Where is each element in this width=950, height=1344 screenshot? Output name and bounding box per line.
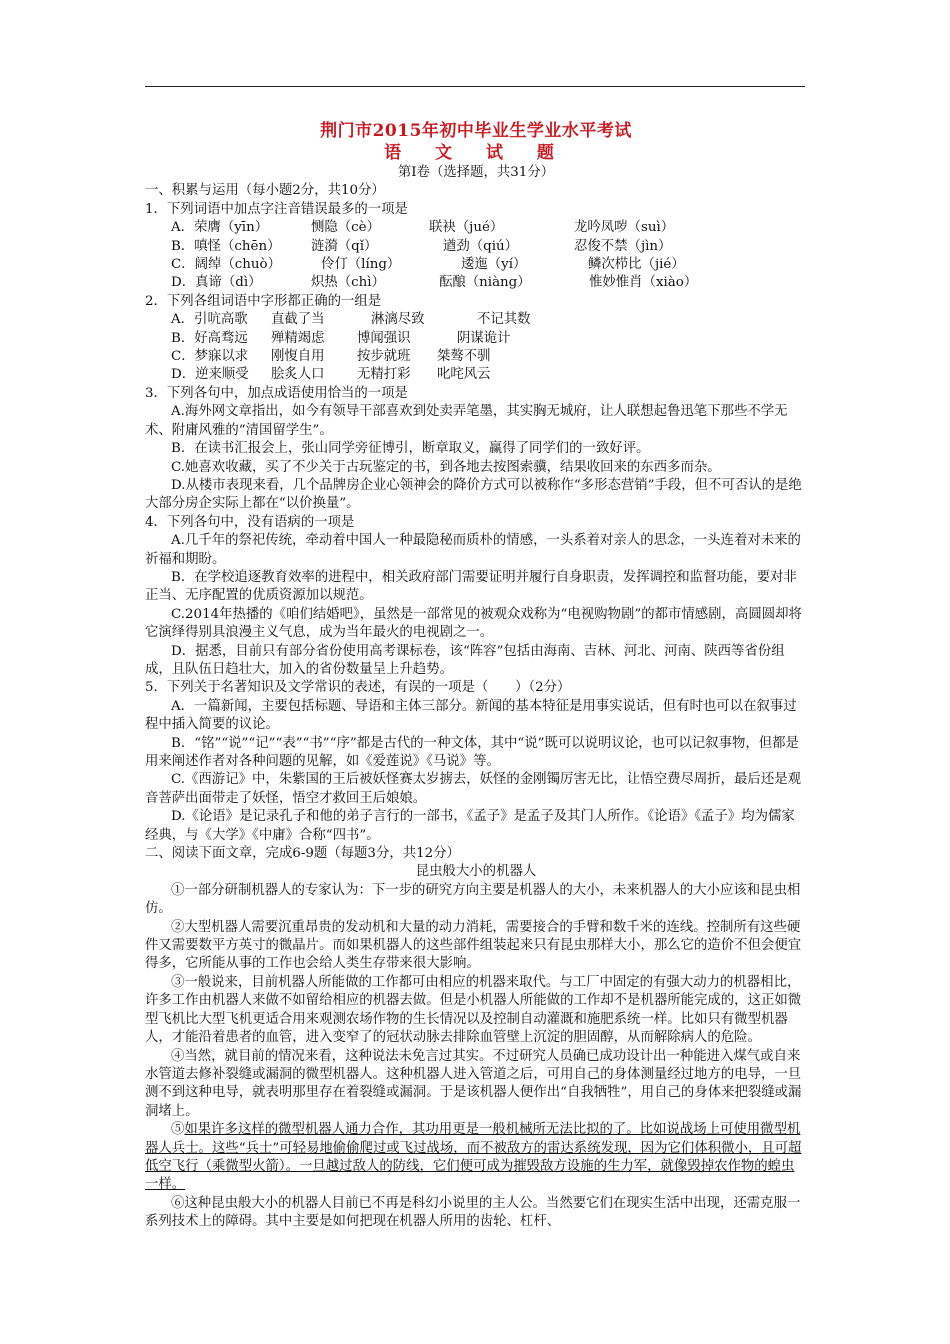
q2-option-a — [145, 311, 807, 329]
q2-stem: 2．下列各组词语中字形都正确的一组是 — [145, 293, 382, 309]
option-word: 酝酿（niàng） — [439, 275, 531, 291]
article-paragraph-5 — [145, 1121, 807, 1195]
q5-option-b: B．“铭”“说”“记”“表”“书”“序”都是古代的一种文体，其中“说”既可以说明议论，也可以记叙事物，但都是用来阐述作者对各种问题的见解，如《爱莲说》《马说》等。 — [145, 735, 799, 769]
option-word: 直截了当 — [271, 312, 325, 328]
option-word: B．好高骛远 — [171, 330, 248, 346]
option-word: 遒劲（qiú） — [443, 238, 519, 254]
q2-option-c — [145, 348, 807, 366]
article-paragraph-6: ⑥这种昆虫般大小的机器人目前已不再是科幻小说里的主人公。当然要它们在现实生活中出现，还需克服一系列技术上的障碍。其中主要是如何把现在机器人所用的齿轮、杠杆、 — [145, 1195, 801, 1230]
q3-option-d: D.从楼市表现来看，几个品牌房企业心领神会的降价方式可以被称作“多形态营销”手段，但不可否认的是绝大部分房企实际上都在“以价换量”。 — [145, 477, 802, 512]
q4-stem: 4．下列各句中，没有语病的一项是 — [145, 514, 355, 530]
q4-option-b: B．在学校追逐教育效率的进程中，相关政府部门需要证明并履行自身职责，发挥调控和监督功能，要对非正当、无序配置的优质资源加以规范。 — [145, 569, 797, 604]
option-word: 涟漪（qǐ） — [311, 238, 378, 254]
option-word: C．阔绰（chuò） — [171, 257, 282, 273]
q5-option-a: A．一篇新闻，主要包括标题、导语和主体三部分。新闻的基本特征是用事实说话，但有时也可以在叙事过程中插入简要的议论。 — [145, 698, 797, 733]
article-paragraph-1: ①一部分研制机器人的专家认为：下一步的研究方向主要是机器人的大小，未来机器人的大小应该和昆虫相仿。 — [145, 882, 801, 917]
q1-option-c — [145, 256, 807, 274]
q2-option-b — [145, 330, 807, 348]
option-word: 殚精竭虑 — [271, 330, 325, 346]
exam-title: 荆门市2015年初中毕业生学业水平考试 — [320, 121, 632, 141]
option-word: 按步就班 — [357, 349, 411, 365]
option-word: C．梦寐以求 — [171, 349, 249, 365]
q2-option-d — [145, 366, 807, 384]
q1-stem: 1．下列词语中加点字注音错误最多的一项是 — [145, 201, 408, 217]
option-word: 炽热（chì） — [311, 275, 385, 291]
article-paragraph-2: ②大型机器人需要沉重昂贵的发动机和大量的动力消耗，需要接合的手臂和数千米的连线。控制所有这些硬件又需要数平方英寸的微晶片。而如果机器人的这些部件组装起来只有昆虫那样大小，那么它的造价不但会便宜得多，它所能从事的工作也会给人类生存带来很大影响。 — [145, 919, 802, 972]
q4-option-d: D．据悉，目前只有部分省份使用高考课标卷，该“阵容”包括由海南、吉林、河北、河南、陕西等省份组成，且队伍日趋壮大，加入的省份数量呈上升趋势。 — [145, 643, 785, 677]
q5-stem: 5．下列关于名著知识及文学常识的表述，有误的一项是（ ）（2分） — [145, 680, 571, 696]
option-word: 博闻强识 — [357, 330, 411, 346]
q3-option-c: C.她喜欢收藏，买了不少关于古玩鉴定的书，到各地去按图索骥，结果收回来的东西多而杂。 — [171, 459, 721, 475]
top-rule — [145, 86, 805, 87]
option-word: A．引吭高歌 — [171, 312, 248, 328]
option-word: A．荣膺（yīn） — [171, 220, 269, 236]
exam-subtitle: 语 文 试 题 — [384, 143, 568, 163]
section2-heading: 二、阅读下面文章，完成6-9题（每题3分，共12分） — [145, 846, 460, 862]
option-word: 叱咤风云 — [437, 367, 491, 383]
article-paragraph-3: ③一般说来，目前机器人所能做的工作都可由相应的机器来取代。与工厂中固定的有强大动力的机器相比，许多工作由机器人来做不如留给相应的机器去做。但是小机器人所能做的工作却不是机器所能完成的，这正如微型飞机比大型飞机更适合用来观测农场作物的生长情况以及控制自动灌溉和施肥系统一样。比如只有微型机器人，才能沿着患者的血管，进入变窄了的冠状动脉去排除血管壁上沉淀的胆固醇，从而解除病人的危险。 — [145, 974, 802, 1046]
option-word: 不记其数 — [477, 312, 531, 328]
option-word: 联袂（jué） — [429, 220, 504, 236]
q4-option-c: C.2014年热播的《咱们结婚吧》，虽然是一部常见的被观众戏称为“电视购物剧”的都市情感剧，高圆圆却将它演绎得别具浪漫主义气息，成为当年最火的电视剧之一。 — [145, 606, 802, 641]
option-word: 忍俊不禁（jìn） — [574, 238, 672, 254]
q1-option-b — [145, 238, 807, 256]
q3-option-a: A.海外网文章指出，如今有领导干部喜欢到处卖弄笔墨，其实胸无城府，让人联想起鲁迅笔下那些不学无术、附庸风雅的“清国留学生”。 — [145, 404, 788, 438]
q3-option-b: B．在读书汇报会上，张山同学旁征博引，断章取义，赢得了同学们的一致好评。 — [171, 441, 650, 457]
option-word: 阴谋诡计 — [457, 330, 511, 346]
option-word: 逶迤（yí） — [461, 257, 527, 273]
option-word: 刚愎自用 — [271, 349, 325, 365]
option-word: 淋漓尽致 — [371, 312, 425, 328]
option-word: 桀骜不驯 — [437, 349, 491, 365]
option-word: D．真谛（dì） — [171, 275, 262, 291]
option-word: 伶仃（líng） — [321, 257, 401, 273]
q4-option-a: A.几千年的祭祀传统，牵动着中国人一种最隐秘而质朴的情感，一头系着对亲人的思念，一头连着对未来的祈福和期盼。 — [145, 533, 801, 567]
q3-stem: 3．下列各句中，加点成语使用恰当的一项是 — [145, 385, 408, 401]
option-word: 脍炙人口 — [271, 367, 325, 383]
option-word: 鳞次栉比（jié） — [588, 257, 685, 273]
paragraph-number: ⑤ — [171, 1122, 185, 1138]
option-word: 恻隐（cè） — [311, 220, 380, 236]
q5-option-c: C.《西游记》中，朱紫国的王后被妖怪赛太岁掳去，妖怪的金刚镯厉害无比，让悟空费尽周折，最后还是观音菩萨出面带走了妖怪，悟空才救回王后娘娘。 — [145, 772, 801, 806]
section1-heading: 一、积累与运用（每小题2分，共10分） — [145, 183, 385, 199]
article-title: 昆虫般大小的机器人 — [415, 864, 537, 880]
q1-option-d — [145, 274, 807, 292]
article-paragraph-4: ④当然，就目前的情况来看，这种说法未免言过其实。不过研究人员确已成功设计出一种能进入煤气或自来水管道去修补裂缝或漏洞的微型机器人。这种机器人进入管道之后，可用自己的身体测量经过地方的电导，一旦测不到这种电导，就表明那里存在着裂缝或漏洞。于是该机器人便作出“自我牺牲”，用自己的身体来把裂缝或漏洞堵上。 — [145, 1048, 802, 1119]
q1-option-a — [145, 219, 807, 237]
part-heading: 第Ⅰ卷（选择题，共31分） — [397, 165, 555, 180]
q5-option-d: D.《论语》是记录孔子和他的弟子言行的一部书，《孟子》是孟子及其门人所作。《论语》《孟子》均为儒家经典，与《大学》《中庸》合称“四书”。 — [145, 809, 795, 843]
option-word: 无精打彩 — [357, 367, 411, 383]
option-word: 惟妙惟肖（xiào） — [589, 275, 698, 291]
exam-page — [145, 120, 807, 1232]
option-word: 龙吟凤哕（suì） — [574, 220, 675, 236]
option-word: B．嗔怪（chēn） — [171, 238, 281, 254]
option-word: D．逆来顺受 — [171, 367, 249, 383]
underlined-passage: 如果许多这样的微型机器人通力合作，其功用更是一般机械所无法比拟的了。比如说战场上可使用微型机器人兵士。这些“兵士”可轻易地偷偷爬过或飞过战场，而不被敌方的雷达系统发现，因为它们体积微小，且可超低空飞行（乘微型火箭）。一旦越过敌人的防线，它们便可成为摧毁敌方设施的生力军，就像毁掉农作物的蝗虫一样。 — [145, 1122, 802, 1193]
